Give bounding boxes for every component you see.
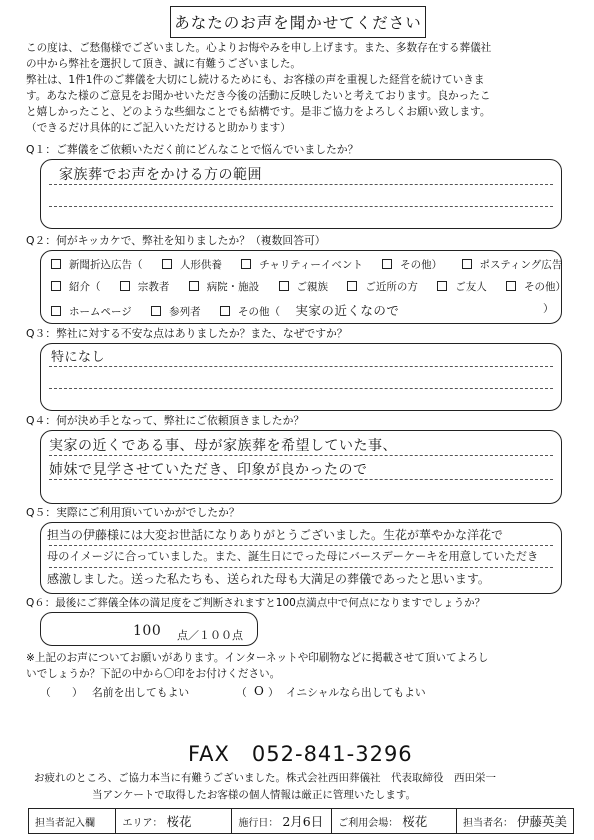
consent-options xyxy=(40,685,560,703)
checkbox-icon[interactable] xyxy=(462,259,472,269)
option-religious[interactable]: 宗教者 xyxy=(120,281,178,293)
q2-options-row3 xyxy=(51,301,551,319)
q6-score-box[interactable] xyxy=(40,612,258,646)
option-other-1[interactable]: その他） xyxy=(382,259,450,271)
person-cell xyxy=(456,809,573,833)
q4-label: Q４：何が決め手となって、弊社にご依頼頂きましたか？ xyxy=(26,414,305,427)
q2-options-box xyxy=(40,250,567,324)
option-charity-event[interactable]: チャリティーイベント xyxy=(241,259,371,271)
date-label: 施行日： xyxy=(238,817,279,829)
q3-label: Q３：弊社に対する不安な点はありましたか？また、なぜですか？ xyxy=(26,327,348,340)
checkbox-icon[interactable] xyxy=(241,259,251,269)
intro-line: 弊社は、1件1件のご葬儀を大切にし続けるためにも、お客様の声を重視した経営を続けていきま xyxy=(26,74,485,86)
checkbox-icon[interactable] xyxy=(51,259,61,269)
q6-score: 100 xyxy=(133,623,162,639)
intro-line: す。あなた様のご意見をお聞かせいただき今後の活動に反映したいと考えております。良かったこ xyxy=(26,90,491,102)
thanks-line: お疲れのところ、ご協力本当に有難うございました。株式会社西田葬儀社 代表取締役 西田栄一 xyxy=(34,772,496,784)
checkbox-icon[interactable] xyxy=(51,281,61,291)
venue-label: ご利用会場： xyxy=(338,817,399,829)
staff-label: 担当者記入欄 xyxy=(35,817,95,829)
option-newspaper[interactable]: 新聞折込広告（ xyxy=(51,259,151,271)
venue-value: 桜花 xyxy=(402,814,428,829)
q3-answer: 特になし xyxy=(51,350,106,365)
answer-rule xyxy=(49,184,553,185)
q2-label: Q２：何がキッカケで、弊社を知りましたか？（複数回答可） xyxy=(26,234,326,247)
area-cell xyxy=(115,809,231,833)
option-other-3[interactable]: その他（ xyxy=(220,306,288,318)
note-line: ※上記のお声についてお願いがあります。インターネットや印刷物などに掲載させて頂いてよろし xyxy=(26,652,489,664)
answer-rule xyxy=(49,388,553,389)
checkbox-icon[interactable] xyxy=(279,281,289,291)
intro-line: の中から弊社を選択して頂き、誠に有難うございました。 xyxy=(26,58,302,70)
q5-answer-line: 担当の伊藤様には大変お世話になりありがとうございました。生花が華やかな洋花で xyxy=(47,528,504,542)
area-label: エリア： xyxy=(122,817,163,829)
q6-score-suffix: 点／１００点 xyxy=(177,629,243,642)
venue-cell xyxy=(331,809,456,833)
option-doll-memorial[interactable]: 人形供養 xyxy=(162,259,230,271)
q4-answer-box[interactable] xyxy=(40,430,562,504)
checkbox-icon[interactable] xyxy=(382,259,392,269)
q2-other-answer: 実家の近くなので xyxy=(295,303,400,318)
q6-label: Q６：最後にご葬儀全体の満足度をご判断されますと100点満点中で何点になりますでしょうか？ xyxy=(26,597,486,609)
consent-initial-open: （ xyxy=(236,686,247,699)
answer-rule xyxy=(49,455,553,456)
q5-answer-box[interactable] xyxy=(40,522,562,594)
option-posting[interactable]: ポスティング広告 xyxy=(462,259,571,271)
q1-answer: 家族葬でお声をかける方の範囲 xyxy=(59,167,262,183)
privacy-line: 当アンケートで取得したお客様の個人情報は厳正に管理いたします。 xyxy=(92,789,417,801)
consent-name-close: ） xyxy=(72,686,83,699)
q3-answer-box[interactable] xyxy=(40,343,562,411)
person-label: 担当者名： xyxy=(462,817,513,829)
consent-name-open: （ xyxy=(40,686,51,699)
option-homepage[interactable]: ホームページ xyxy=(51,306,140,318)
option-neighbors[interactable]: ご近所の方 xyxy=(347,281,426,293)
date-value: 2月6日 xyxy=(282,814,324,829)
checkbox-icon[interactable] xyxy=(347,281,357,291)
intro-text xyxy=(26,40,574,136)
q5-label: Q５：実際にご利用頂いていかがでしたか？ xyxy=(26,506,240,519)
staff-entry-row xyxy=(28,808,574,834)
consent-initial-mark[interactable]: O xyxy=(254,684,264,698)
note-line: いでしょうか？下記の中から〇印をお付けください。 xyxy=(26,668,281,680)
area-value: 桜花 xyxy=(166,814,192,829)
answer-rule xyxy=(49,479,553,480)
person-value: 伊藤英美 xyxy=(516,814,567,829)
intro-line: と嬉しかったこと、どのような些細なことでも結構です。是非ご協力をよろしくお願い致します。 xyxy=(26,106,491,118)
option-attendee[interactable]: 参列者 xyxy=(151,306,209,318)
q2-options-row2 xyxy=(51,279,582,294)
checkbox-icon[interactable] xyxy=(120,281,130,291)
form-title: あなたのお声を聞かせてください xyxy=(170,6,426,38)
option-other-2[interactable]: その他） xyxy=(506,281,574,293)
q1-answer-box[interactable] xyxy=(40,159,562,229)
date-cell xyxy=(231,809,331,833)
option-relatives[interactable]: ご親族 xyxy=(279,281,337,293)
checkbox-icon[interactable] xyxy=(162,259,172,269)
q2-options-row1 xyxy=(51,257,578,272)
intro-line: この度は、ご愁傷様でございました。心よりお悔やみを申し上げます。また、多数存在する葬儀社 xyxy=(26,42,492,54)
checkbox-icon[interactable] xyxy=(437,281,447,291)
checkbox-icon[interactable] xyxy=(506,281,516,291)
option-referral[interactable]: 紹介（ xyxy=(51,281,109,293)
consent-initial-label: イニシャルなら出してもよい xyxy=(286,686,426,699)
q2-row3-close: ） xyxy=(543,302,554,315)
option-hospital[interactable]: 病院・施設 xyxy=(189,281,268,293)
answer-rule xyxy=(49,206,553,207)
checkbox-icon[interactable] xyxy=(220,306,230,316)
consent-initial-close: ） xyxy=(268,686,279,699)
answer-rule xyxy=(49,545,553,546)
consent-name-label: 名前を出してもよい xyxy=(92,686,190,699)
publication-note xyxy=(26,650,574,682)
answer-rule xyxy=(49,366,553,367)
q1-label: Q１：ご葬儀をご依頼いただく前にどんなことで悩んでいましたか？ xyxy=(26,143,359,156)
option-friends[interactable]: ご友人 xyxy=(437,281,495,293)
fax-number: FAX 052-841-3296 xyxy=(188,742,413,766)
checkbox-icon[interactable] xyxy=(189,281,199,291)
q5-answer-line: 感激しました。送った私たちも、送られた母も大満足の葬儀であったと思います。 xyxy=(47,572,490,586)
q5-answer-line: 母のイメージに合っていました。また、誕生日にでった母にバースデーケーキを用意していただき xyxy=(47,550,539,563)
intro-line: （できるだけ具体的にご記入いただけると助かります） xyxy=(26,122,291,134)
checkbox-icon[interactable] xyxy=(151,306,161,316)
q4-answer-line: 姉妹で見学させていただき、印象が良かったので xyxy=(49,462,368,478)
checkbox-icon[interactable] xyxy=(51,306,61,316)
q4-answer-line: 実家の近くである事、母が家族葬を希望していた事、 xyxy=(49,438,397,454)
answer-rule xyxy=(49,567,553,568)
